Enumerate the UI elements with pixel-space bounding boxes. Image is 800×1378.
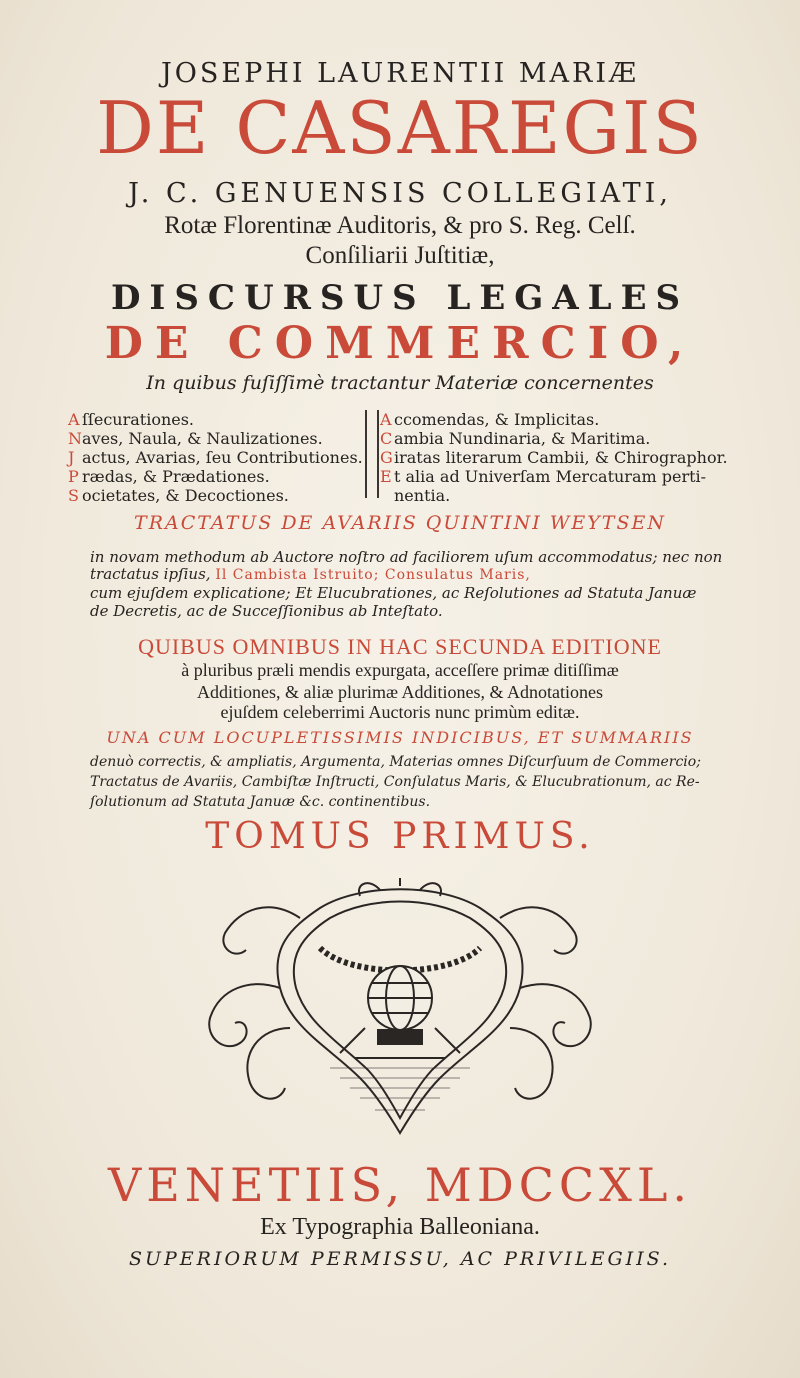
indices-text-3: ſolutionum ad Statuta Januæ &c. continentibus. [90,794,431,810]
work-title: DISCURSUS LEGALES [110,278,690,318]
edition-text-2: Additiones, & aliæ plurimæ Additiones, & Adnotationes [197,682,603,702]
subject-text: iratas literarum Cambii, & Chirographor. [394,448,728,467]
subjects-left-column [68,410,368,505]
subjects-intro: In quibus fuſiſſimè tractantur Materiæ concernentes [146,372,654,394]
subject-text: t alia ad Univerſam Mercaturam perti- [394,467,707,486]
subject-text: actus, Avarias, ſeu Contributiones. [82,448,363,467]
drop-initial: G [380,448,393,467]
indices-heading: UNA CUM LOCUPLETISSIMIS INDICIBUS, ET SUMMARIIS [106,728,694,747]
subject-item [68,410,368,429]
volume-label: TOMUS PRIMUS. [205,816,595,857]
work-subtitle: DE COMMERCIO, [104,318,696,369]
drop-initial: E [380,467,392,486]
subject-item [68,486,368,505]
subject-item [380,429,720,448]
tractatus-text-2a: tractatus ipſius, [90,565,216,583]
subject-item [68,448,368,467]
subject-item [380,410,720,429]
indices-text-2: Tractatus de Avariis, Cambiſtæ Inſtructi, Conſulatus Maris, & Elucubrationum, ac Re- [90,774,700,790]
tractatus-text-1: in novam methodum ab Auctore noſtro ad faciliorem uſum accommodatus; nec non [90,548,723,566]
drop-initial: A [68,410,80,429]
imprint-place-date: VENETIIS, MDCCXL. [107,1158,693,1212]
printer-vignette-globe-icon [180,878,620,1148]
subject-text: nentia. [394,486,451,505]
subject-item [380,486,720,505]
subjects-right-column [380,410,728,505]
subject-text: aves, Naula, & Naulizationes. [82,429,323,448]
subject-text: ccomendas, & Implicitas. [394,410,600,429]
author-forenames: JOSEPHI LAURENTII MARIÆ [160,58,640,89]
author-office-2: Conſiliarii Juſtitiæ, [305,242,495,269]
tractatus-text-3: cum ejuſdem explicatione; Et Elucubrationes, ac Reſolutiones ad Statuta Januæ [90,584,697,602]
imprint-printer: Ex Typographia Balleoniana. [260,1214,540,1240]
edition-text-1: à pluribus præli mendis expurgata, acceſſere primæ ditiſſimæ [181,660,619,680]
indices-text-1: denuò correctis, & ampliatis, Argumenta, Materias omnes Diſcurſuum de Commercio; [90,754,701,770]
drop-initial: P [68,467,79,486]
subject-text: ſſecurationes. [82,410,195,429]
tractatus-text-4: de Decretis, ac de Succeſſionibus ab Inteſtato. [90,602,443,620]
drop-initial: J [68,448,75,467]
author-office-1: Rotæ Florentinæ Auditoris, & pro S. Reg. Celſ. [164,212,636,239]
drop-initial: A [380,410,392,429]
subject-item [380,467,720,486]
subject-text: ambia Nundinaria, & Maritima. [394,429,651,448]
tractatus-text-2b: Il Cambista Istruito; Consulatus Maris, [215,567,531,583]
author-title: J. C. GENUENSIS COLLEGIATI, [128,178,672,209]
drop-initial: S [68,486,79,505]
author-surname: DE CASAREGIS [96,86,704,170]
drop-initial: N [68,429,82,448]
tractatus-heading: TRACTATUS DE AVARIIS QUINTINI WEYTSEN [134,512,666,534]
subject-item [68,429,368,448]
subject-item [380,448,728,467]
imprint-privilege: SUPERIORUM PERMISSU, AC PRIVILEGIIS. [128,1248,672,1270]
tractatus-text-2 [90,566,710,584]
subject-item [68,467,368,486]
subject-text: rædas, & Prædationes. [82,467,270,486]
drop-initial: C [380,429,393,448]
column-divider [365,410,379,498]
edition-heading: QUIBUS OMNIBUS IN HAC SECUNDA EDITIONE [138,634,662,659]
edition-text-3: ejuſdem celeberrimi Auctoris nunc primùm editæ. [220,702,580,722]
subject-text: ocietates, & Decoctiones. [82,486,289,505]
